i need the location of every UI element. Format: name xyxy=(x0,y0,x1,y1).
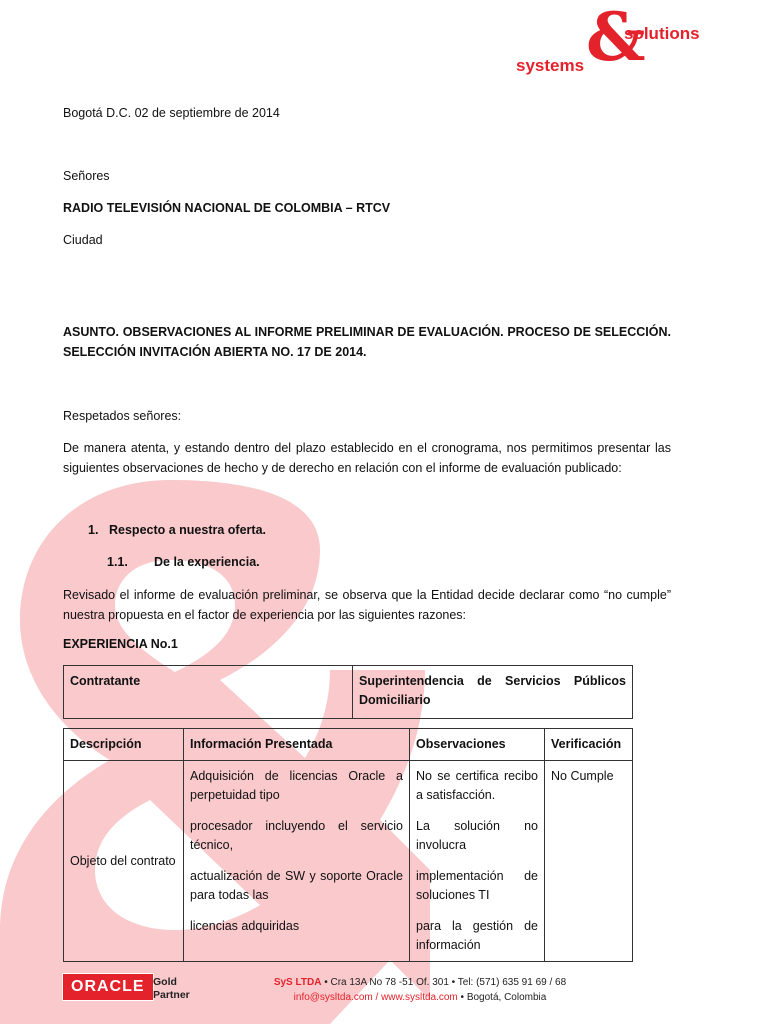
logo-ampersand: & xyxy=(586,0,646,76)
evaluation-table xyxy=(63,728,633,962)
partner-label: Partner xyxy=(153,989,190,1001)
evaluation-paragraph: Revisado el informe de evaluación preliminar, se observa que la Entidad decide declarar como “no cumple” nuestra propuesta en el factor de experiencia por las siguientes razones: xyxy=(63,588,671,622)
partner-level xyxy=(153,976,190,1002)
intro-paragraph: De manera atenta, y estando dentro del plazo establecido en el cronograma, nos permitimos presentar las siguientes observaciones de hecho y de derecho en relación con el informe de evaluación publicado: xyxy=(63,441,671,475)
info-line-4: licencias adquiridas xyxy=(190,919,300,933)
info-cell xyxy=(184,761,410,962)
contratante-value: Superintendencia de Servicios Públicos Domiciliario xyxy=(353,666,633,719)
section-1-1-number: 1.1. xyxy=(107,555,128,569)
obs-line-2: La solución no involucra xyxy=(416,819,538,852)
date-line: Bogotá D.C. 02 de septiembre de 2014 xyxy=(63,106,280,120)
contratante-label: Contratante xyxy=(64,666,353,719)
subject: ASUNTO. OBSERVACIONES AL INFORME PRELIMINAR DE EVALUACIÓN. PROCESO DE SELECCIÓN. SELECCIÓN INVITACIÓN ABIERTA NO. 17 DE 2014. xyxy=(63,325,671,359)
obs-line-3: implementación de soluciones TI xyxy=(416,869,538,902)
footer-web-link[interactable]: www.sysltda.com xyxy=(381,992,458,1003)
recipient-city: Ciudad xyxy=(63,233,103,247)
observations-cell xyxy=(410,761,545,962)
table-row xyxy=(64,761,633,962)
header-observations: Observaciones xyxy=(410,729,545,761)
oracle-logo: ORACLE xyxy=(63,974,153,1000)
footer-sep: / xyxy=(372,992,382,1003)
experience-heading: EXPERIENCIA No.1 xyxy=(63,637,178,651)
info-line-3: actualización de SW y soporte Oracle para todas las xyxy=(190,869,403,902)
footer-email-link[interactable]: info@sysltda.com xyxy=(293,992,373,1003)
gold-label: Gold xyxy=(153,976,177,988)
salutation: Respetados señores: xyxy=(63,409,182,423)
recipient-org: RADIO TELEVISIÓN NACIONAL DE COLOMBIA – RTCV xyxy=(63,201,391,215)
footer-city: • Bogotá, Colombia xyxy=(457,992,547,1003)
section-1-1-title: De la experiencia. xyxy=(154,555,260,569)
header-verification: Verificación xyxy=(545,729,633,761)
footer-company: SyS LTDA xyxy=(273,977,322,988)
footer-contact-line xyxy=(200,990,640,1005)
verification-cell: No Cumple xyxy=(545,761,633,962)
info-line-2: procesador incluyendo el servicio técnico, xyxy=(190,819,403,852)
oracle-partner-badge xyxy=(63,974,190,1001)
company-logo xyxy=(508,0,708,82)
table-header-row xyxy=(64,729,633,761)
contratante-table xyxy=(63,665,633,719)
info-line-1: Adquisición de licencias Oracle a perpetuidad tipo xyxy=(190,769,403,802)
header-description: Descripción xyxy=(64,729,184,761)
section-1-number: 1. xyxy=(88,523,99,537)
logo-systems: systems xyxy=(516,56,585,75)
obs-line-1: No se certifica recibo a satisfacción. xyxy=(416,769,538,802)
footer-address: • Cra 13A No 78 -51 Of. 301 • Tel: (571) 635 91 69 / 68 xyxy=(321,977,567,988)
footer-address-line xyxy=(200,975,640,990)
section-1-title: Respecto a nuestra oferta. xyxy=(109,523,266,537)
header-info: Información Presentada xyxy=(184,729,410,761)
obs-line-4: para la gestión de información xyxy=(416,919,538,952)
recipient-greeting: Señores xyxy=(63,169,110,183)
logo-solutions: solutions xyxy=(624,24,700,43)
row-label: Objeto del contrato xyxy=(64,761,184,962)
